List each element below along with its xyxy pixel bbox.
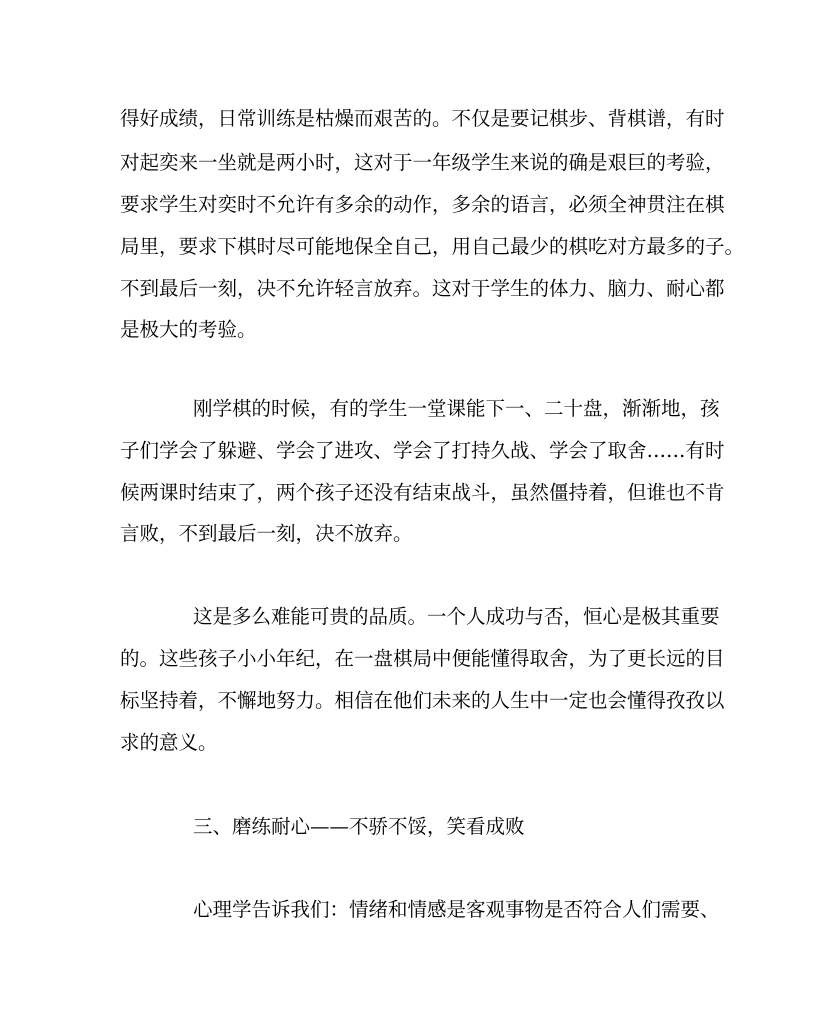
paragraph-3-line-3: 标坚持着，不懈地努力。相信在他们未来的人生中一定也会懂得孜孜以 (120, 689, 725, 712)
paragraph-1-line-4: 局里，要求下棋时尽可能地保全自己，用自己最少的棋吃对方最多的子。 (120, 235, 745, 258)
paragraph-1-line-6: 是极大的考验。 (120, 318, 257, 341)
paragraph-2-line-1: 刚学棋的时候，有的学生一堂课能下一、二十盘，渐渐地，孩 (193, 397, 720, 420)
paragraph-3-line-4: 求的意义。 (120, 731, 218, 754)
paragraph-1-line-2: 对起奕来一坐就是两小时，这对于一年级学生来说的确是艰巨的考验， (120, 151, 725, 174)
paragraph-1-line-1: 得好成绩，日常训练是枯燥而艰苦的。不仅是要记棋步、背棋谱，有时 (120, 107, 725, 130)
paragraph-1-line-5: 不到最后一刻，决不允许轻言放弃。这对于学生的体力、脑力、耐心都 (120, 277, 725, 300)
paragraph-3-line-1: 这是多么难能可贵的品质。一个人成功与否，恒心是极其重要 (193, 605, 720, 628)
paragraph-4-line-1: 心理学告诉我们：情绪和情感是客观事物是否符合人们需要、 (193, 898, 720, 921)
paragraph-3-line-2: 的。这些孩子小小年纪，在一盘棋局中便能懂得取舍，为了更长远的目 (120, 647, 725, 670)
paragraph-2-line-2: 子们学会了躲避、学会了进攻、学会了打持久战、学会了取舍……有时 (120, 439, 725, 462)
paragraph-2-line-3: 候两课时结束了，两个孩子还没有结束战斗，虽然僵持着，但谁也不肯 (120, 481, 725, 504)
paragraph-2-line-4: 言败，不到最后一刻，决不放弃。 (120, 522, 413, 545)
section-heading: 三、磨练耐心——不骄不馁，笑看成败 (193, 815, 525, 838)
paragraph-1-line-3: 要求学生对奕时不允许有多余的动作，多余的语言，必须全神贯注在棋 (120, 193, 725, 216)
